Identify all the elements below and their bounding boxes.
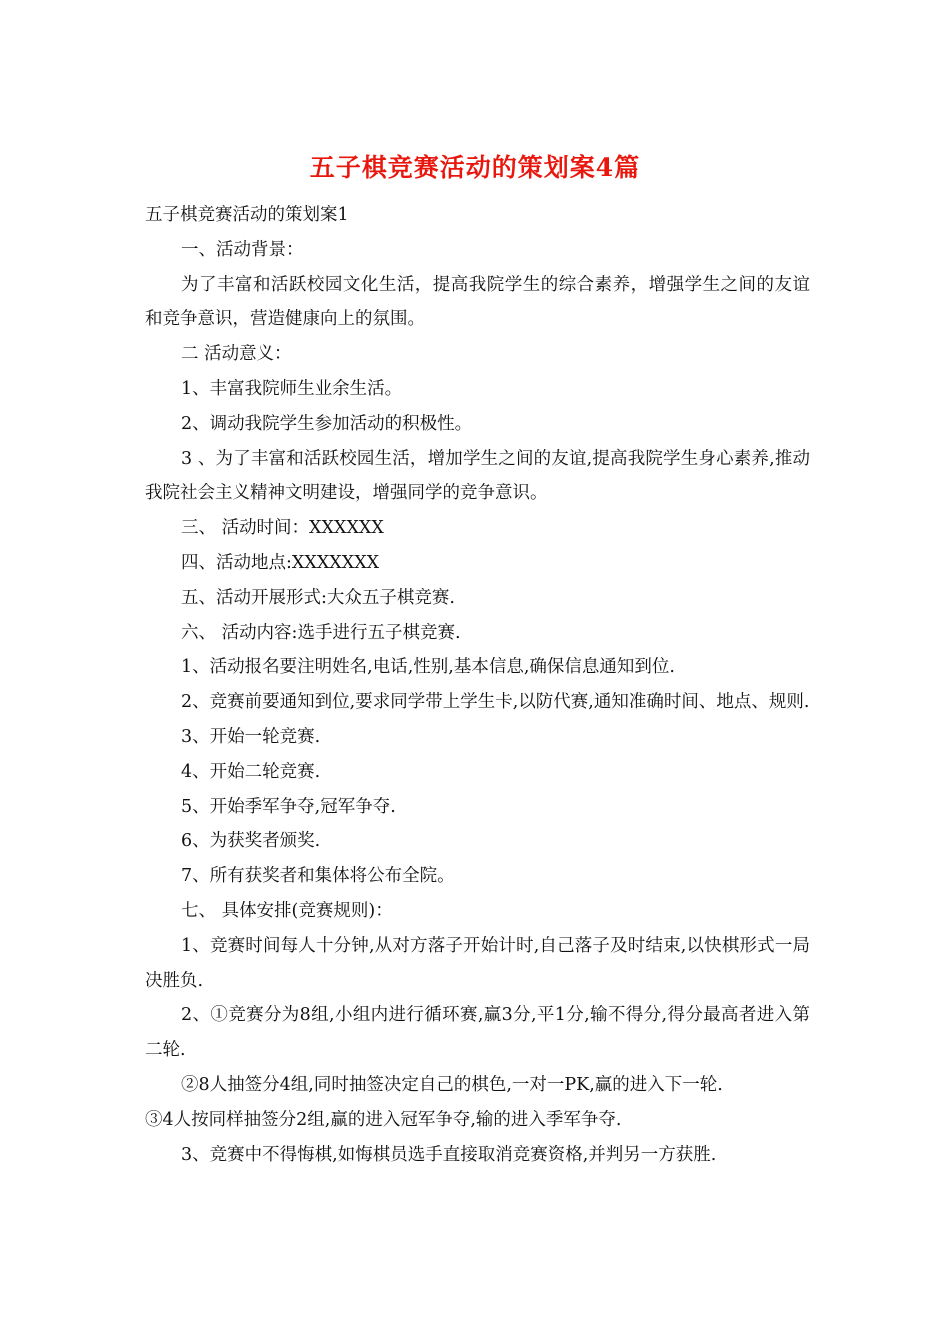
paragraph: 1、丰富我院师生业余生活。 (181, 378, 403, 399)
paragraph: 五子棋竞赛活动的策划案1 (145, 205, 349, 225)
paragraph: 六、 活动内容:选手进行五子棋竞赛. (181, 622, 461, 643)
paragraph: 4、开始二轮竞赛. (181, 761, 321, 782)
paragraph: 2、调动我院学生参加活动的积极性。 (181, 413, 473, 434)
paragraph: 五、活动开展形式:大众五子棋竞赛. (181, 587, 455, 608)
paragraph: 2、①竞赛分为8组,小组内进行循环赛,赢3分,平1分,输不得分,得分最高者进入第二轮. (145, 1005, 810, 1061)
document-title: 五子棋竞赛活动的策划案4篇 (309, 153, 641, 182)
paragraph: 3 、为了丰富和活跃校园生活，增加学生之间的友谊,提高我院学生身心素养,推动我院社会主义精神文明建设，增强同学的竞争意识。 (145, 448, 810, 504)
paragraph: 二 活动意义： (181, 344, 292, 365)
paragraph: 1、竞赛时间每人十分钟,从对方落子开始计时,自己落子及时结束,以快棋形式一局决胜负. (145, 935, 810, 991)
paragraph: 一、活动背景： (181, 239, 304, 260)
paragraph: 七、 具体安排(竞赛规则)： (181, 900, 393, 921)
paragraph: 5、开始季军争夺,冠军争夺. (181, 796, 396, 817)
paragraph: 三、 活动时间：XXXXXX (181, 518, 384, 539)
paragraph: 7、所有获奖者和集体将公布全院。 (181, 866, 455, 887)
paragraph: 1、活动报名要注明姓名,电话,性别,基本信息,确保信息通知到位. (181, 657, 675, 678)
paragraph: 3、竞赛中不得悔棋,如悔棋员选手直接取消竞赛资格,并判另一方获胜. (181, 1144, 717, 1165)
paragraph: 6、为获奖者颁奖. (181, 831, 321, 852)
paragraph: 四、活动地点:XXXXXXX (181, 552, 380, 573)
paragraph: 3、开始一轮竞赛. (181, 726, 321, 747)
paragraph: ②8人抽签分4组,同时抽签决定自己的棋色,一对一PK,赢的进入下一轮. (181, 1074, 723, 1095)
document-body (145, 198, 810, 1172)
paragraph: 为了丰富和活跃校园文化生活，提高我院学生的综合素养，增强学生之间的友谊和竞争意识，营造健康向上的氛围。 (145, 274, 810, 330)
paragraph: ③4人按同样抽签分2组,赢的进入冠军争夺,输的进入季军争夺. (145, 1109, 622, 1130)
paragraph: 2、竞赛前要通知到位,要求同学带上学生卡,以防代赛,通知准确时间、地点、规则. (181, 692, 810, 713)
